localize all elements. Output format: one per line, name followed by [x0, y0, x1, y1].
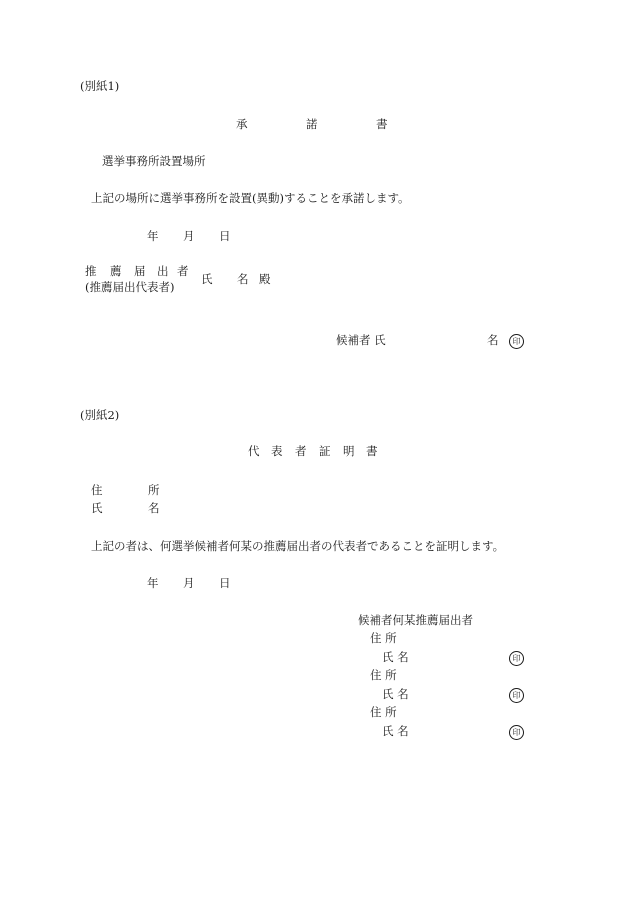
- candidate-label: 候補者 氏: [336, 333, 386, 347]
- candidate-name-suffix: 名: [487, 333, 499, 347]
- date-month: 月: [183, 576, 195, 590]
- name-char: 氏: [91, 501, 103, 515]
- form1-body: 上記の場所に選挙事務所を設置(異動)することを承諾します。: [91, 191, 410, 205]
- addressee-char: 推: [85, 264, 97, 278]
- signers-heading: 候補者何某推薦届出者: [358, 613, 473, 627]
- signer-address-label: 住 所: [370, 668, 397, 682]
- signer-name-label: 氏 名: [382, 724, 409, 738]
- form2-body: 上記の者は、何選挙候補者何某の推薦届出者の代表者であることを証明します。: [91, 539, 505, 553]
- seal-glyph: 印: [512, 691, 521, 700]
- seal-glyph: 印: [512, 337, 521, 346]
- date-month: 月: [183, 229, 195, 243]
- date-year: 年: [147, 229, 159, 243]
- signer-address-label: 住 所: [370, 705, 397, 719]
- date-day: 日: [219, 576, 231, 590]
- signer-name-label: 氏 名: [382, 687, 409, 701]
- form2-title-char: 書: [366, 444, 378, 458]
- form1-title-char: 承: [236, 117, 248, 131]
- name-char: 氏: [201, 272, 213, 286]
- seal-icon: [509, 688, 524, 703]
- signer-address-label: 住 所: [370, 631, 397, 645]
- signer-name-label: 氏 名: [382, 650, 409, 664]
- form1-title-char: 諾: [306, 117, 318, 131]
- form2-title-char: 証: [319, 444, 331, 458]
- form1-location-label: 選挙事務所設置場所: [102, 154, 206, 168]
- form2-title-char: 代: [248, 444, 260, 458]
- name-char: 殿: [259, 272, 271, 286]
- address-char: 住: [91, 483, 103, 497]
- name-char: 名: [148, 501, 160, 515]
- seal-icon: [509, 334, 524, 349]
- form2-title-char: 者: [295, 444, 307, 458]
- form2-title-char: 表: [271, 444, 283, 458]
- addressee-representative: (推薦届出代表者): [85, 280, 175, 294]
- address-char: 所: [148, 483, 160, 497]
- form2-label: (別紙2): [80, 408, 120, 422]
- seal-glyph: 印: [512, 728, 521, 737]
- form2-title-char: 明: [343, 444, 355, 458]
- addressee-char: 者: [177, 264, 189, 278]
- seal-icon: [509, 651, 524, 666]
- seal-icon: [509, 725, 524, 740]
- date-day: 日: [219, 229, 231, 243]
- addressee-char: 届: [134, 264, 146, 278]
- addressee-char: 出: [157, 264, 169, 278]
- date-year: 年: [147, 576, 159, 590]
- seal-glyph: 印: [512, 654, 521, 663]
- form1-title-char: 書: [376, 117, 388, 131]
- addressee-char: 薦: [110, 264, 122, 278]
- name-char: 名: [237, 272, 249, 286]
- form1-label: (別紙1): [80, 79, 120, 93]
